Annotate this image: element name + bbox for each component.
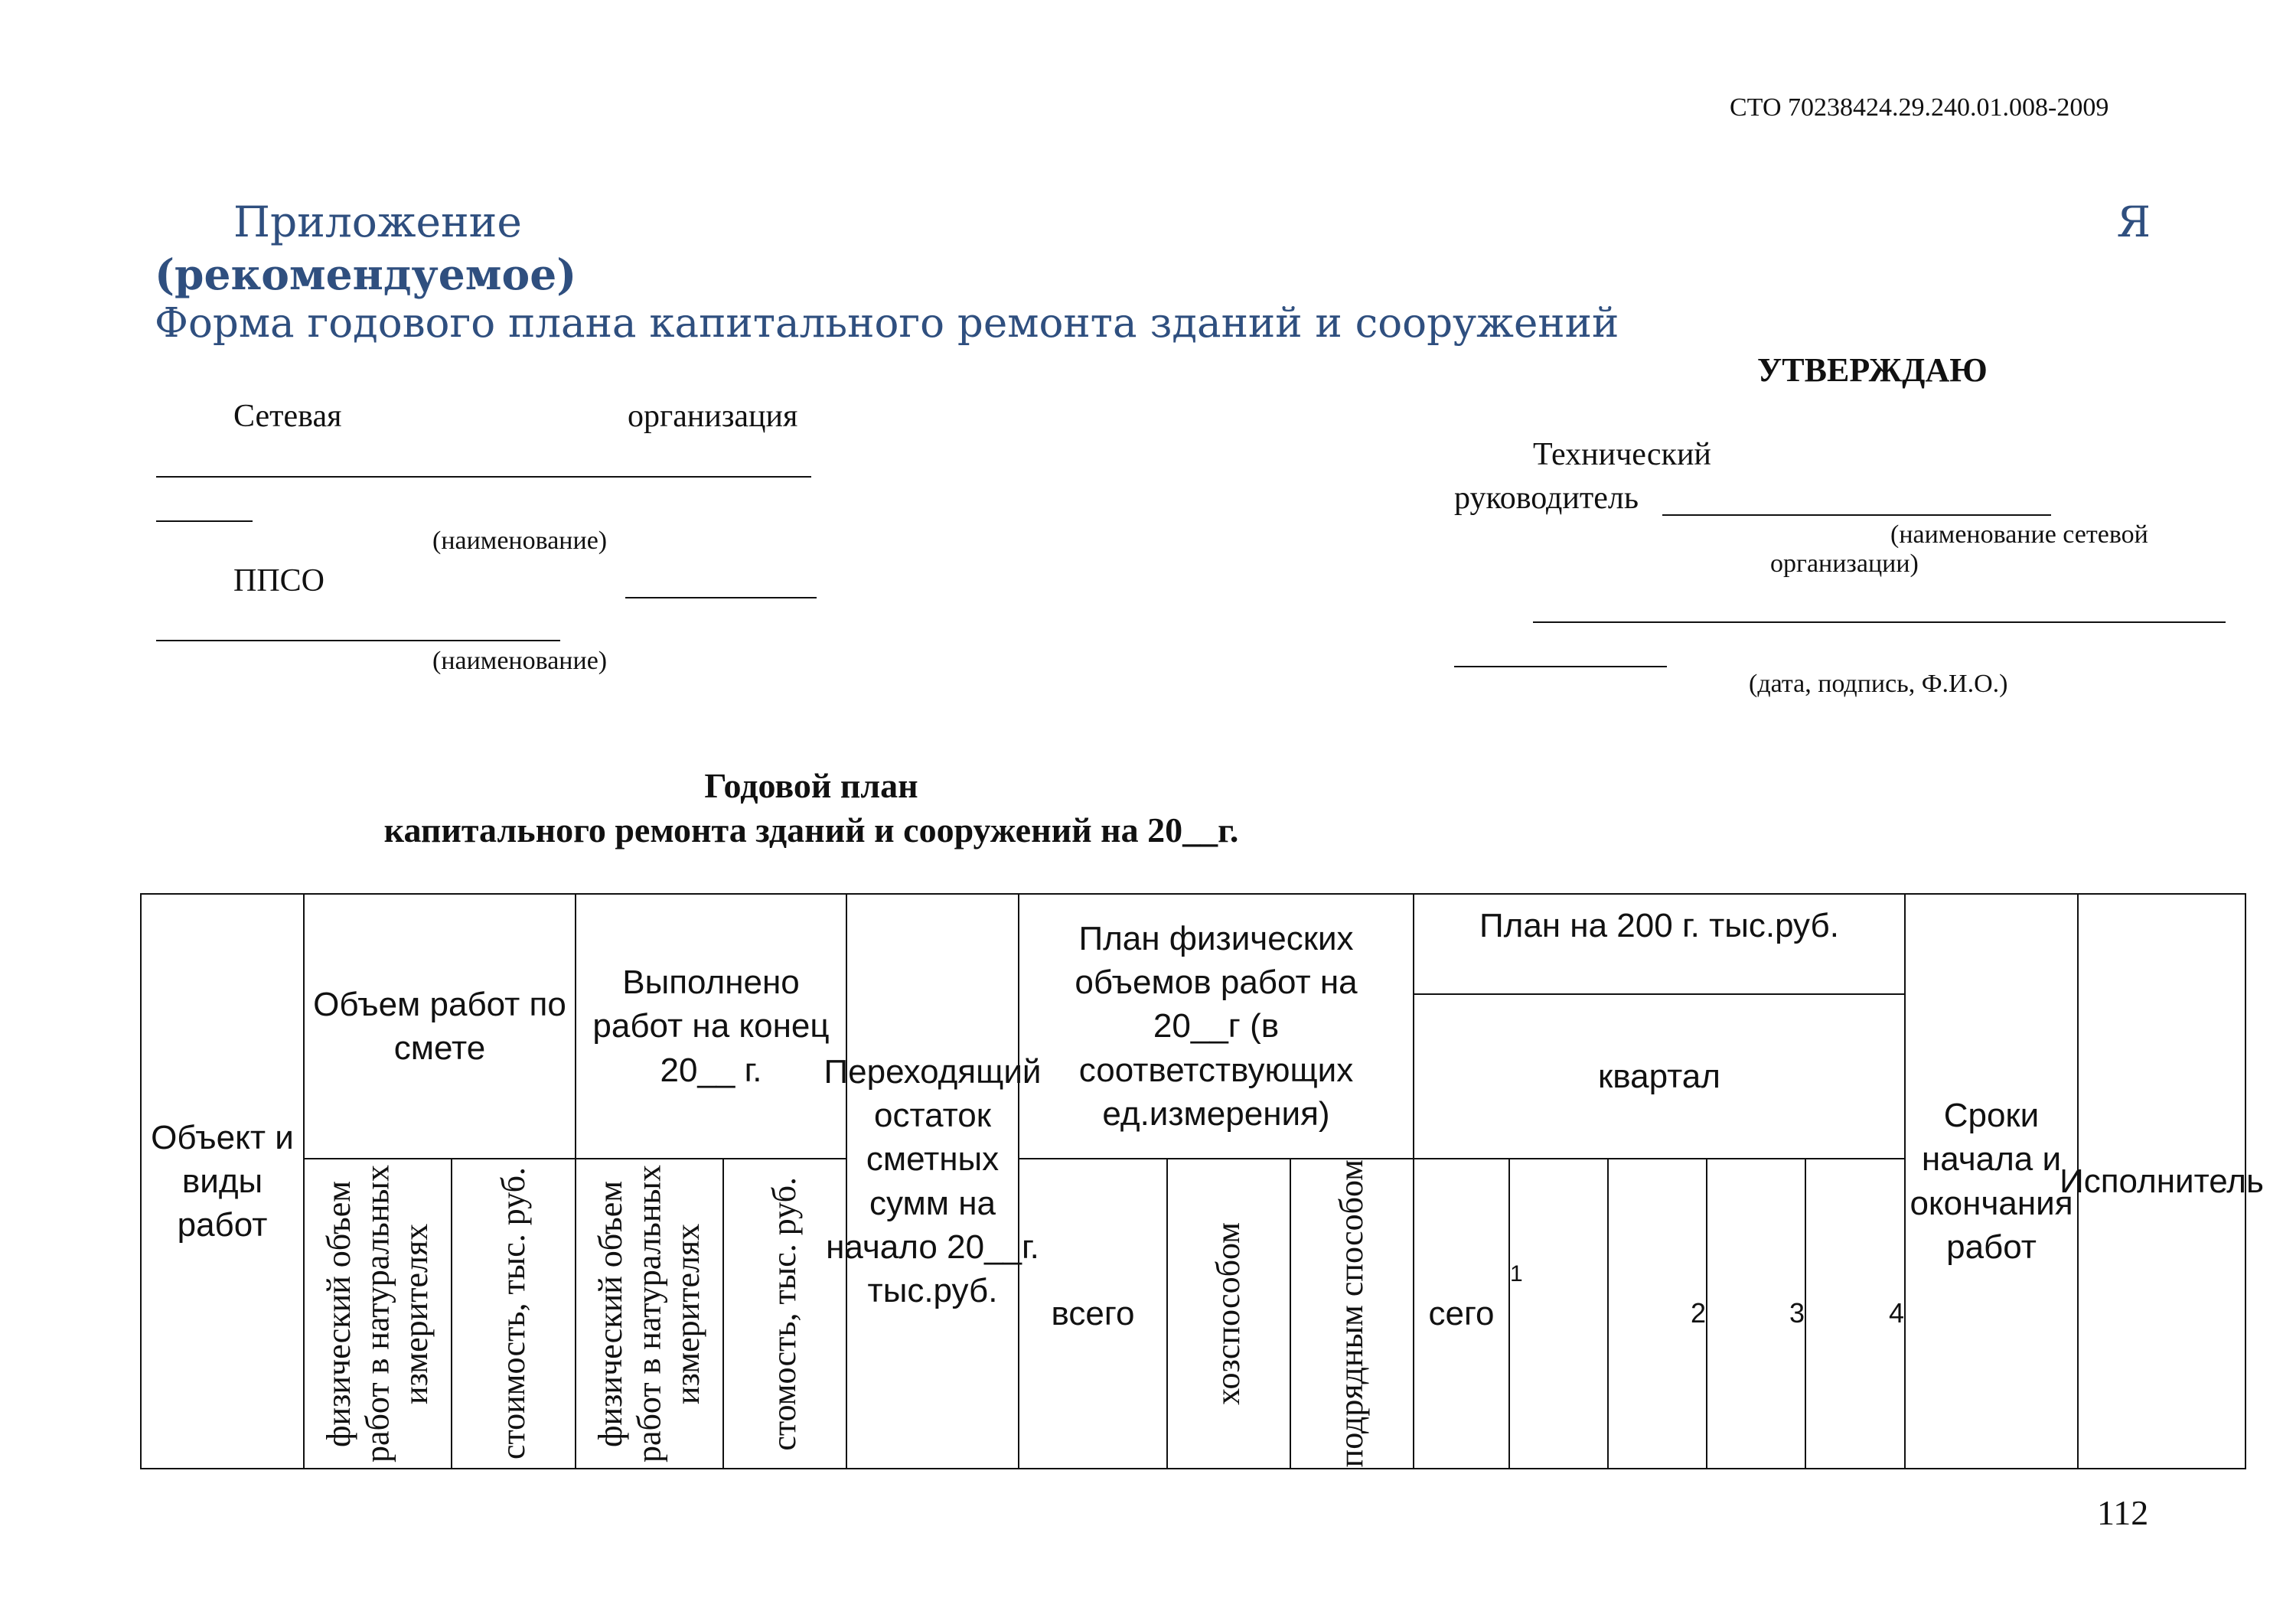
ppso-line-1: [625, 597, 817, 598]
appendix-letter: Я: [2116, 197, 2151, 246]
sub-total-quarter: сего: [1414, 1159, 1510, 1468]
plan-title-line1: Годовой план: [704, 766, 918, 805]
appendix-label: Приложение: [233, 197, 522, 246]
tech-director-line1: Технический: [1533, 437, 1711, 472]
sub-phys-volume: физический объем работ в натуральных измерителях: [305, 1159, 452, 1468]
quarter-2: 2: [1609, 1159, 1707, 1468]
quarter-1: 1: [1510, 1159, 1609, 1468]
org-caption-1: (наименование сетевой: [1890, 520, 2148, 549]
sub-total: всего: [1019, 1159, 1168, 1468]
network-org-word2: организация: [628, 399, 798, 434]
network-org-word1: Сетевая: [233, 399, 342, 434]
ppso-caption: (наименование): [432, 647, 608, 675]
col-plan-year: План на 200 г. тыс.руб.: [1414, 895, 1906, 995]
sign-line-2: [1454, 666, 1667, 667]
ppso-label: ППСО: [233, 563, 325, 598]
plan-table: [140, 893, 2264, 1469]
sub-cost-2: стомость, тыс. руб.: [724, 1159, 847, 1468]
standard-code: СТО 70238424.29.240.01.008-2009: [1730, 93, 2109, 122]
col-quarter: квартал: [1414, 995, 1906, 1159]
col-balance: Переходящий остаток сметных сумм на начало 20__г. тыс.руб.: [847, 895, 1019, 1468]
approve-label: УТВЕРЖДАЮ: [1757, 351, 1988, 389]
sub-own-method: хозспособом: [1168, 1159, 1291, 1468]
tech-director-line2: руководитель: [1454, 481, 1639, 516]
form-title: Форма годового плана капитального ремонта зданий и сооружений: [155, 300, 1619, 347]
network-org-line-2: [156, 520, 253, 522]
plan-title-line2: капитального ремонта зданий и сооружений на 20__г.: [383, 810, 1239, 850]
quarter-3: 3: [1707, 1159, 1806, 1468]
col-phys-plan: План физических объемов работ на 20__г (в соответствующих ед.измерения): [1019, 895, 1414, 1159]
network-org-line: [156, 476, 811, 478]
page-number: 112: [2097, 1493, 2149, 1532]
sub-contract-method: подрядным способом: [1291, 1159, 1414, 1468]
col-object: Объект и виды работ: [142, 895, 305, 1468]
col-executor: Исполнитель: [2060, 1162, 2264, 1200]
sign-caption: (дата, подпись, Ф.И.О.): [1749, 670, 2008, 698]
tech-director-line: [1662, 514, 2051, 516]
sub-phys-volume-2: физический объем работ в натуральных измерителях: [576, 1159, 724, 1468]
col-volume-estimate: Объем работ по смете: [305, 895, 576, 1159]
quarter-4: 4: [1806, 1159, 1906, 1468]
recommended-label: (рекомендуемое): [155, 249, 577, 299]
network-org-caption: (наименование): [432, 527, 608, 555]
sign-line-1: [1533, 621, 2226, 623]
org-caption-2: организации): [1770, 549, 1919, 578]
sub-cost: стоимость, тыс. руб.: [452, 1159, 576, 1468]
col-done: Выполнено работ на конец 20__ г.: [576, 895, 847, 1159]
col-terms: Сроки начала и окончания работ: [1906, 895, 2079, 1468]
ppso-line-2: [156, 640, 560, 641]
